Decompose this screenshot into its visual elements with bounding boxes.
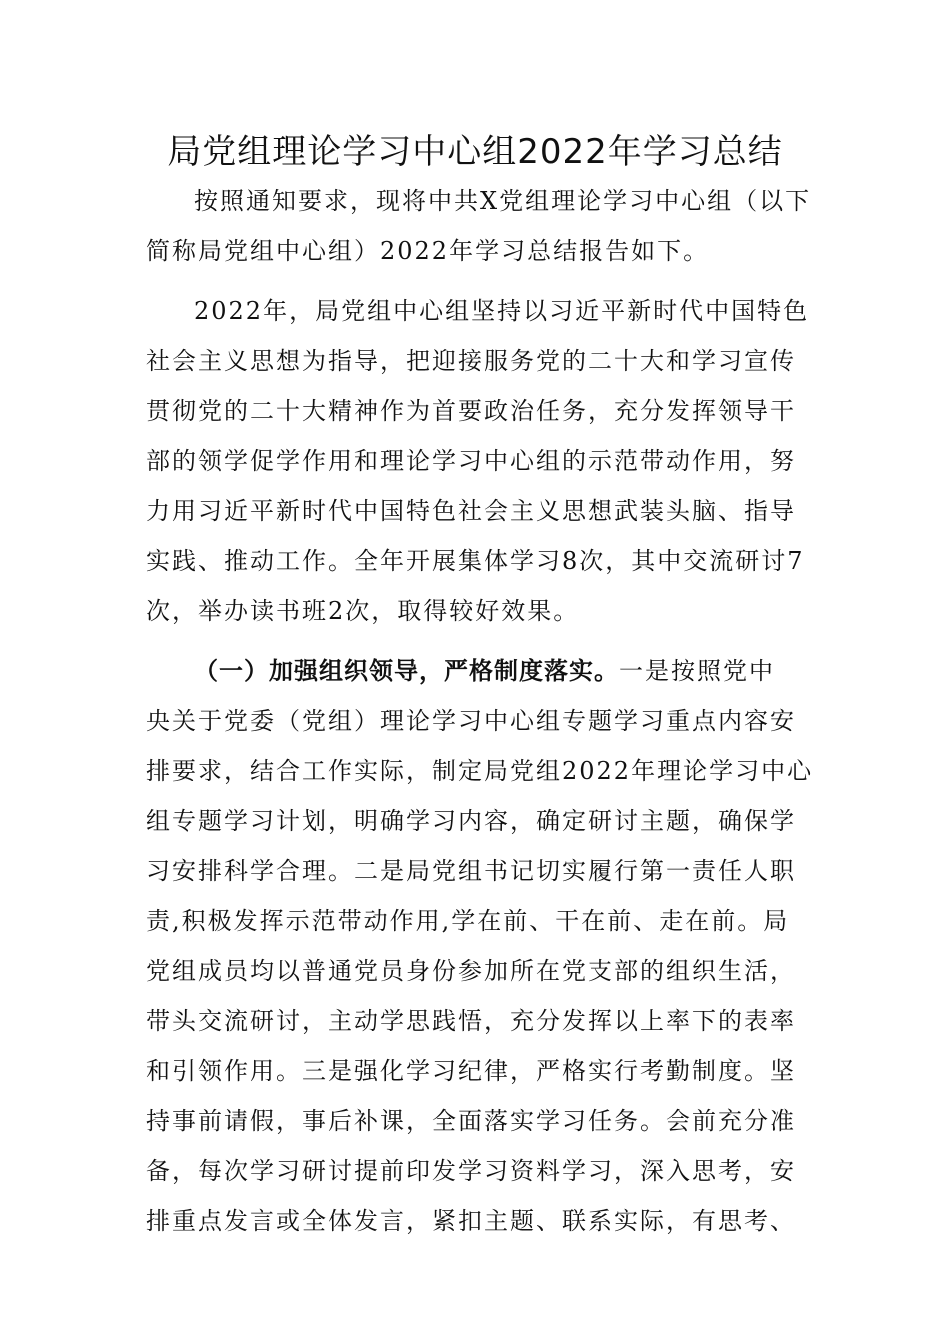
text-line: 责,积极发挥示范带动作用,学在前、干在前、走在前。局 [146,907,790,935]
text-line: 和引领作用。三是强化学习纪律，严格实行考勤制度。坚 [146,1057,796,1085]
text-line: 带头交流研讨，主动学思践悟，充分发挥以上率下的表率 [146,1007,796,1035]
text-line: 央关于党委（党组）理论学习中心组专题学习重点内容安 [146,707,796,735]
paragraph-intro [146,176,826,276]
text-run: 一是按照党中 [619,657,775,685]
text-line: 组专题学习计划，明确学习内容，确定研讨主题，确保学 [146,807,796,835]
text-line: 实践、推动工作。全年开展集体学习8次，其中交流研讨7 [146,547,805,575]
text-line: 按照通知要求，现将中共X党组理论学习中心组（以下 [194,187,812,215]
text-line: 次，举办读书班2次，取得较好效果。 [146,597,580,625]
text-line: 简称局党组中心组）2022年学习总结报告如下。 [146,237,710,265]
text-line: 持事前请假，事后补课，全面落实学习任务。会前充分准 [146,1107,796,1135]
text-line: 备，每次学习研讨提前印发学习资料学习，深入思考，安 [146,1157,796,1185]
text-line: 2022年，局党组中心组坚持以习近平新时代中国特色 [194,297,810,325]
text-line: 习安排科学合理。二是局党组书记切实履行第一责任人职 [146,857,796,885]
document-title: 局党组理论学习中心组2022年学习总结 [167,132,783,172]
text-line: 党组成员均以普通党员身份参加所在党支部的组织生活， [146,957,796,985]
document-body [146,176,826,1246]
text-line: 社会主义思想为指导，把迎接服务党的二十大和学习宣传 [146,347,796,375]
text-line [146,646,826,696]
text-line: 贯彻党的二十大精神作为首要政治任务，充分发挥领导干 [146,397,796,425]
paragraph-overview [146,286,826,636]
text-line: 排重点发言或全体发言，紧扣主题、联系实际，有思考、 [146,1207,796,1235]
section-heading: （一）加强组织领导，严格制度落实。 [194,657,619,685]
text-line: 排要求，结合工作实际，制定局党组2022年理论学习中心 [146,757,814,785]
text-line: 部的领学促学作用和理论学习中心组的示范带动作用，努 [146,447,796,475]
text-line: 力用习近平新时代中国特色社会主义思想武装头脑、指导 [146,497,796,525]
paragraph-section-one [146,646,826,1246]
